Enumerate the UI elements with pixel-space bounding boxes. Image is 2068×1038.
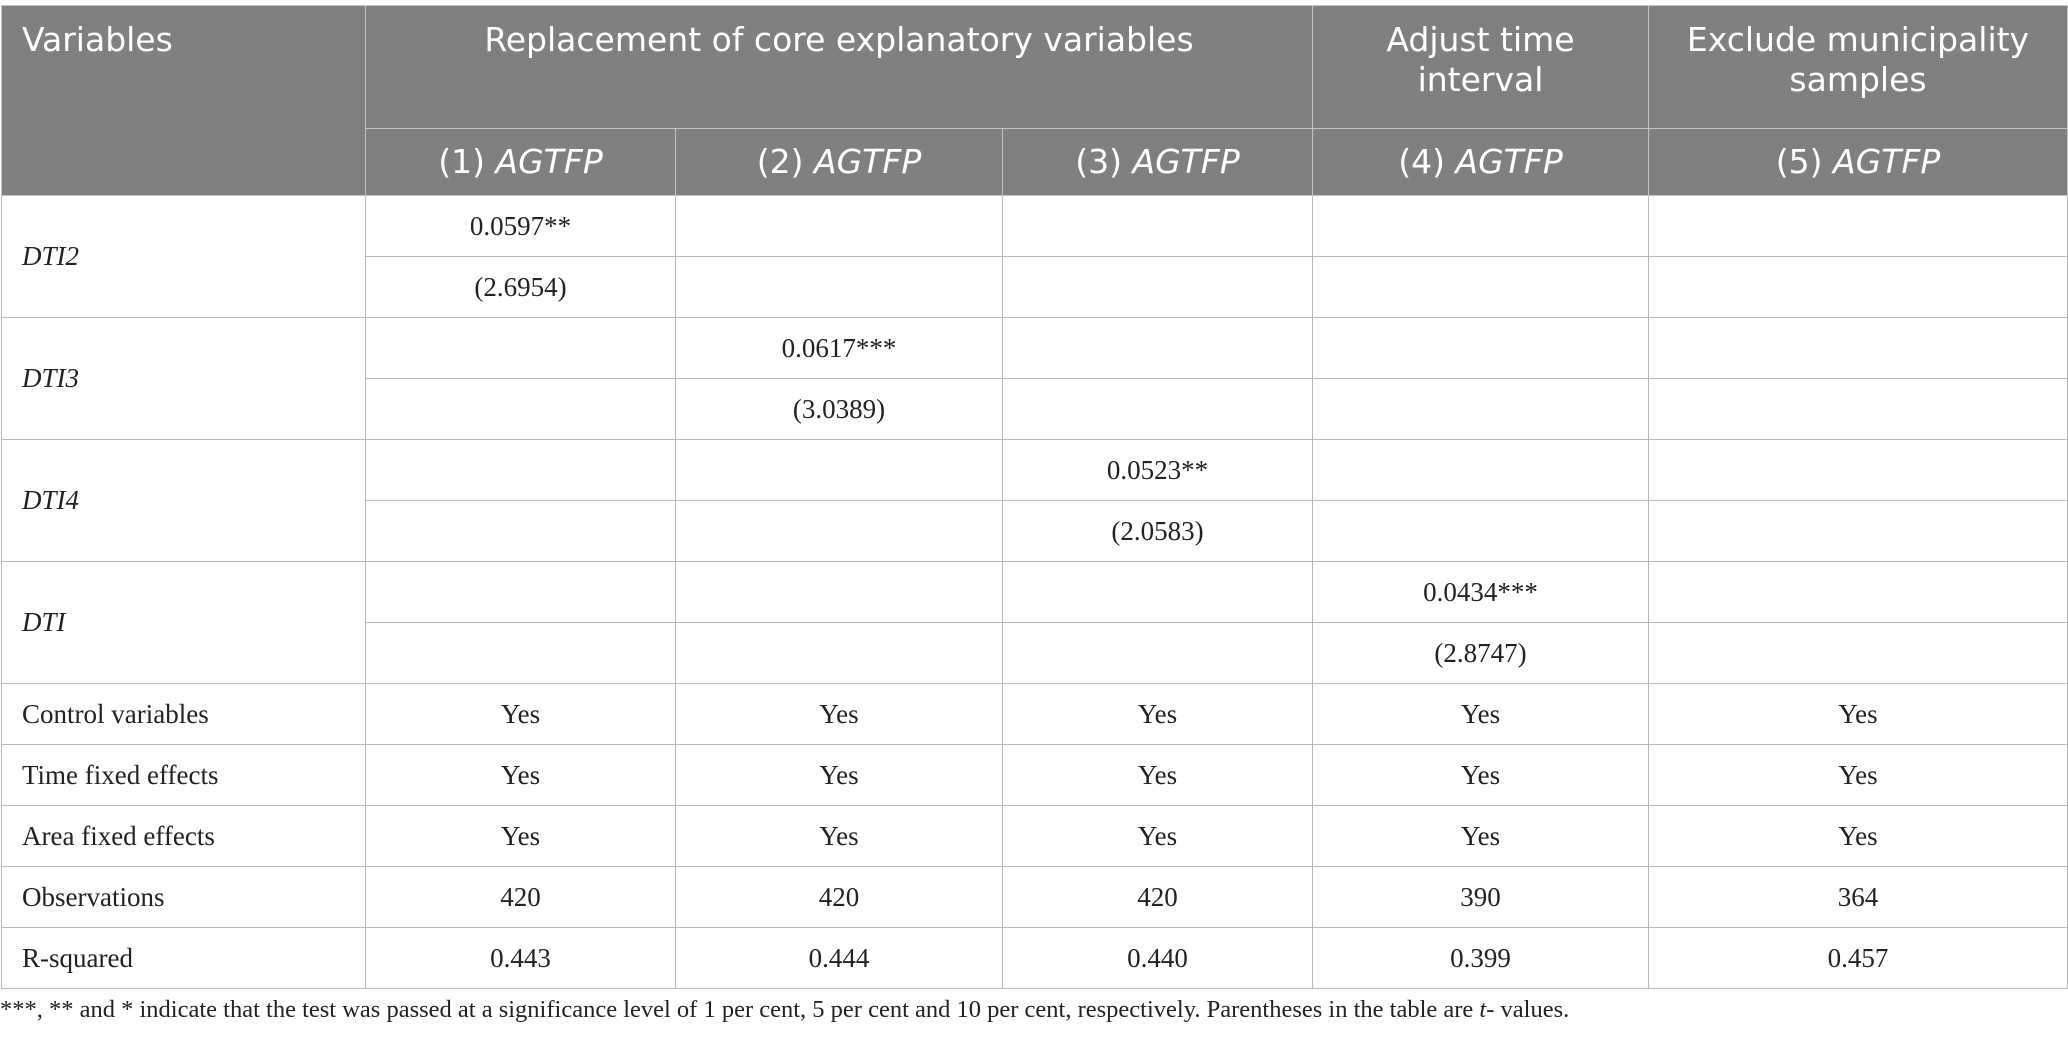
- coef-cell: [366, 440, 676, 501]
- variables-header: Variables: [2, 6, 366, 196]
- row-label-dti3: DTI3: [2, 318, 366, 440]
- table-row-observations: [2, 867, 2068, 928]
- tvalue-cell: [1313, 501, 1649, 562]
- row-label: Control variables: [2, 684, 366, 745]
- row-label: Observations: [2, 867, 366, 928]
- coef-cell: [1649, 318, 2068, 379]
- tvalue-cell: [1649, 379, 2068, 440]
- tvalue-cell: [1313, 379, 1649, 440]
- tvalue-cell: [676, 623, 1003, 684]
- row-label: R-squared: [2, 928, 366, 989]
- value-cell: 0.443: [366, 928, 676, 989]
- coef-cell: 0.0597**: [366, 196, 676, 257]
- tvalue-cell: [1003, 257, 1313, 318]
- group-header-time-interval: Adjust time interval: [1313, 6, 1649, 129]
- robustness-table: [1, 5, 2068, 989]
- value-cell: Yes: [1003, 684, 1313, 745]
- coef-cell: [1313, 440, 1649, 501]
- value-cell: Yes: [1313, 684, 1649, 745]
- coef-cell: [676, 562, 1003, 623]
- coef-cell: [676, 440, 1003, 501]
- tvalue-cell: (3.0389): [676, 379, 1003, 440]
- tvalue-cell: [1649, 257, 2068, 318]
- coef-cell: [1649, 196, 2068, 257]
- value-cell: 0.444: [676, 928, 1003, 989]
- value-cell: 364: [1649, 867, 2068, 928]
- tvalue-cell: (2.6954): [366, 257, 676, 318]
- header-row-groups: [2, 6, 2068, 129]
- table-row: [2, 440, 2068, 501]
- value-cell: Yes: [676, 806, 1003, 867]
- value-cell: 0.457: [1649, 928, 2068, 989]
- row-label: Time fixed effects: [2, 745, 366, 806]
- table-row-r-squared: [2, 928, 2068, 989]
- tvalue-cell: [676, 501, 1003, 562]
- column-header-3: (3) AGTFP: [1003, 129, 1313, 196]
- value-cell: Yes: [676, 684, 1003, 745]
- coef-cell: 0.0617***: [676, 318, 1003, 379]
- value-cell: Yes: [1649, 806, 2068, 867]
- table-row: [2, 318, 2068, 379]
- value-cell: 420: [1003, 867, 1313, 928]
- results-table-container: [0, 5, 2068, 989]
- value-cell: 0.440: [1003, 928, 1313, 989]
- table-row: [2, 562, 2068, 623]
- value-cell: Yes: [366, 745, 676, 806]
- table-row-control-variables: [2, 684, 2068, 745]
- value-cell: 0.399: [1313, 928, 1649, 989]
- tvalue-cell: [366, 379, 676, 440]
- coef-cell: 0.0434***: [1313, 562, 1649, 623]
- coef-cell: [366, 562, 676, 623]
- coef-cell: [1003, 196, 1313, 257]
- row-label-dti2: DTI2: [2, 196, 366, 318]
- row-label: Area fixed effects: [2, 806, 366, 867]
- tvalue-cell: [1003, 623, 1313, 684]
- row-label-dti: DTI: [2, 562, 366, 684]
- coef-cell: [1649, 440, 2068, 501]
- value-cell: Yes: [1313, 806, 1649, 867]
- coef-cell: [366, 318, 676, 379]
- tvalue-cell: [366, 623, 676, 684]
- value-cell: 420: [366, 867, 676, 928]
- value-cell: Yes: [366, 806, 676, 867]
- value-cell: Yes: [676, 745, 1003, 806]
- tvalue-cell: [1003, 379, 1313, 440]
- tvalue-cell: [1649, 501, 2068, 562]
- coef-cell: [1313, 196, 1649, 257]
- table-row: [2, 196, 2068, 257]
- coef-cell: [1649, 562, 2068, 623]
- tvalue-cell: [1313, 257, 1649, 318]
- column-header-1: (1) AGTFP: [366, 129, 676, 196]
- column-header-2: (2) AGTFP: [676, 129, 1003, 196]
- value-cell: Yes: [1649, 684, 2068, 745]
- tvalue-cell: [1649, 623, 2068, 684]
- coef-cell: [1003, 318, 1313, 379]
- table-footnote: ***, ** and * indicate that the test was passed at a significance level of 1 per cent, 5 per cent and 10 per cent, respectively. Parentheses in the table are t- values.: [0, 996, 1570, 1023]
- value-cell: 420: [676, 867, 1003, 928]
- value-cell: 390: [1313, 867, 1649, 928]
- group-header-exclude-municipality: Exclude municipality samples: [1649, 6, 2068, 129]
- tvalue-cell: (2.8747): [1313, 623, 1649, 684]
- tvalue-cell: (2.0583): [1003, 501, 1313, 562]
- coef-cell: [676, 196, 1003, 257]
- table-row-time-fixed-effects: [2, 745, 2068, 806]
- value-cell: Yes: [366, 684, 676, 745]
- tvalue-cell: [676, 257, 1003, 318]
- value-cell: Yes: [1003, 806, 1313, 867]
- value-cell: Yes: [1649, 745, 2068, 806]
- table-row-area-fixed-effects: [2, 806, 2068, 867]
- value-cell: Yes: [1313, 745, 1649, 806]
- value-cell: Yes: [1003, 745, 1313, 806]
- group-header-replacement: Replacement of core explanatory variables: [366, 6, 1313, 129]
- row-label-dti4: DTI4: [2, 440, 366, 562]
- column-header-5: (5) AGTFP: [1649, 129, 2068, 196]
- coef-cell: [1313, 318, 1649, 379]
- column-header-4: (4) AGTFP: [1313, 129, 1649, 196]
- tvalue-cell: [366, 501, 676, 562]
- coef-cell: 0.0523**: [1003, 440, 1313, 501]
- coef-cell: [1003, 562, 1313, 623]
